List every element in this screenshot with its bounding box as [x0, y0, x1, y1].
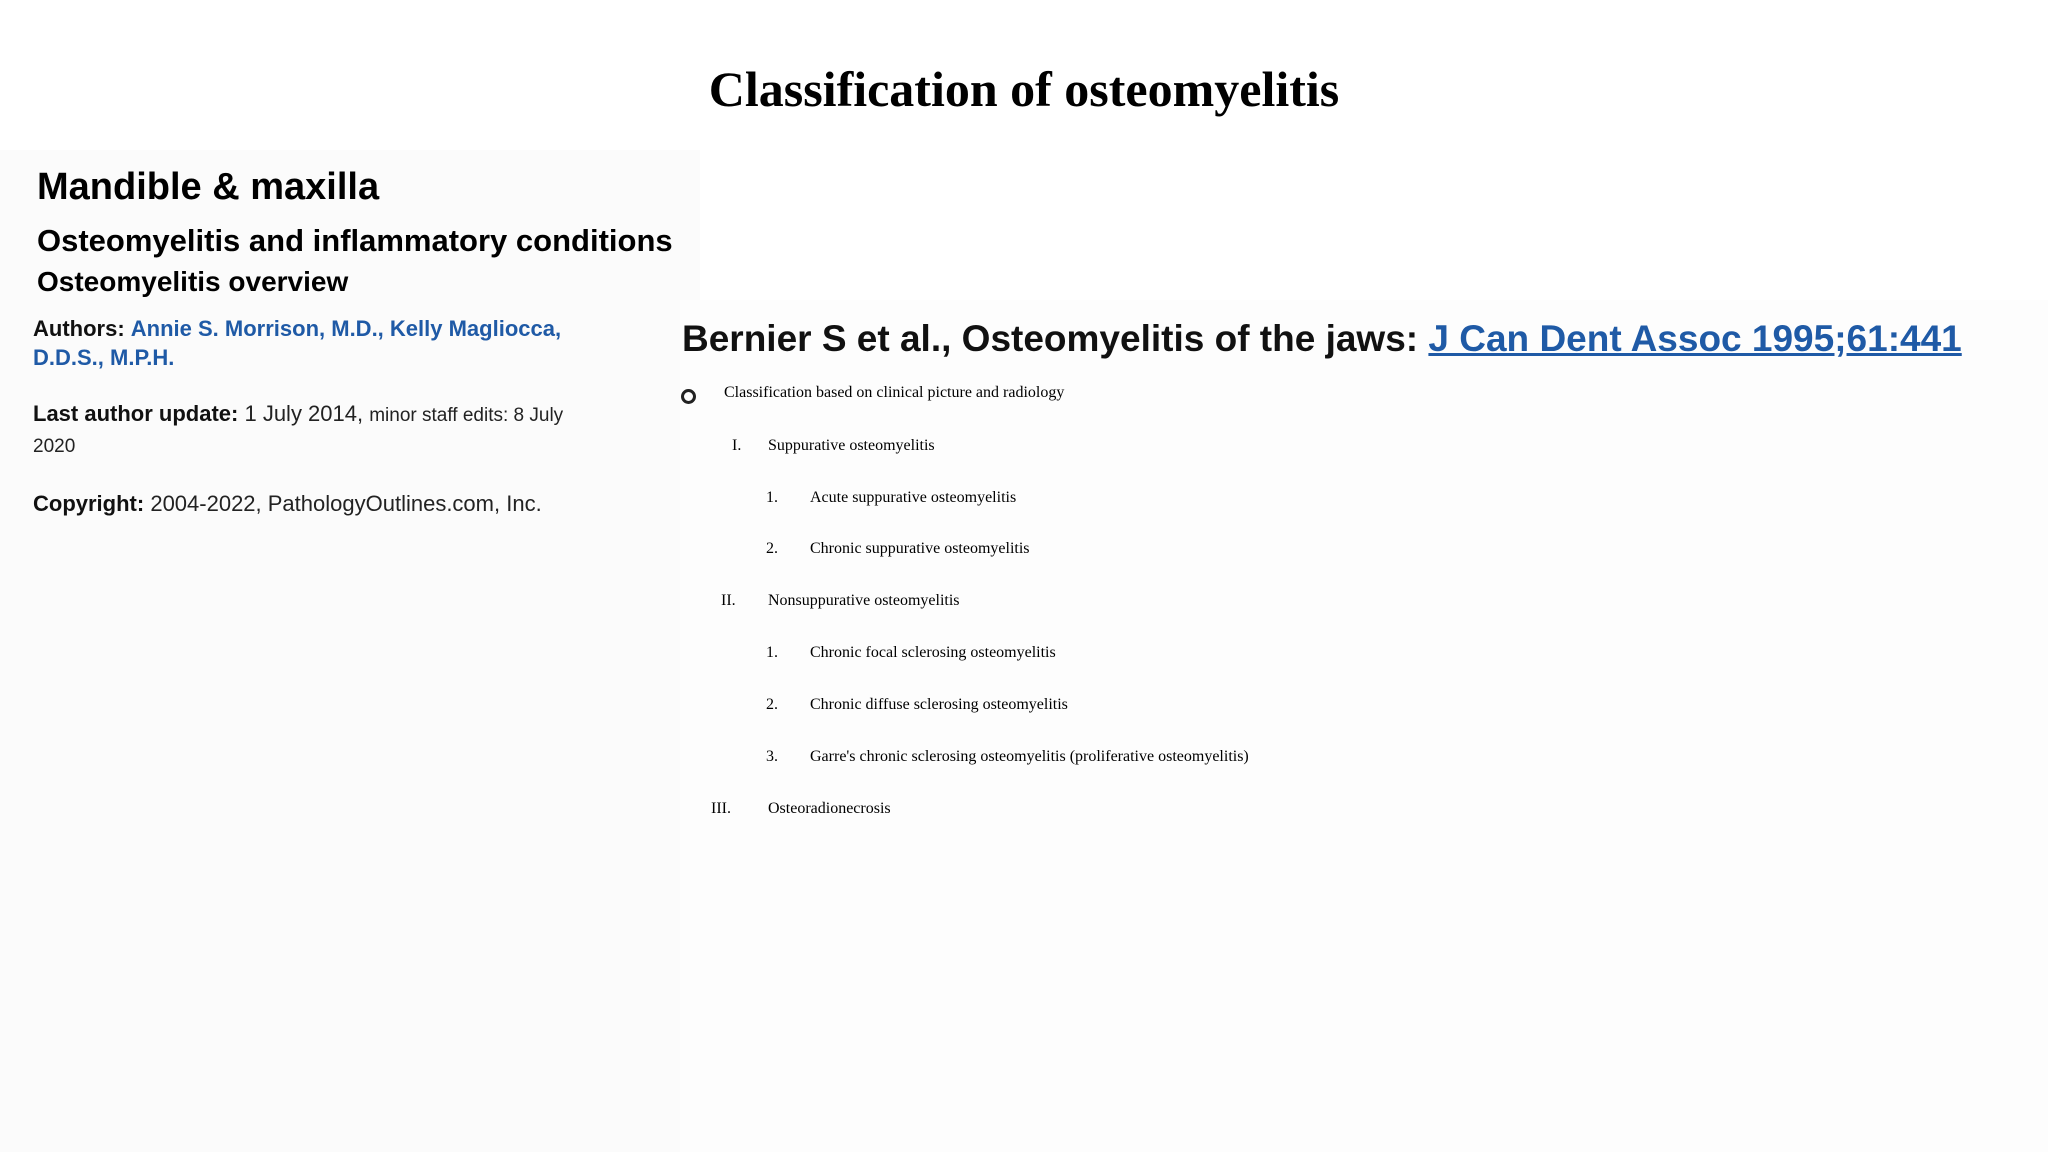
copyright-text: 2004-2022, PathologyOutlines.com, Inc. — [150, 491, 542, 516]
outline-item: Nonsuppurative osteomyelitis — [768, 592, 960, 609]
copyright-label: Copyright: — [33, 491, 145, 516]
outline-marker: I. — [732, 437, 742, 454]
outline-item: Garre's chronic sclerosing osteomyelitis (proliferative osteomyelitis) — [810, 748, 1249, 765]
authors-block — [33, 314, 643, 372]
authors-label: Authors: — [33, 316, 125, 341]
bullet-icon — [681, 389, 696, 404]
copyright-block — [33, 489, 643, 518]
reference-line — [682, 316, 1962, 362]
authors-link[interactable]: Annie S. Morrison, M.D., Kelly Magliocca, — [130, 316, 562, 341]
topic-name: Osteomyelitis overview — [37, 266, 349, 297]
journal-link[interactable]: J Can Dent Assoc 1995;61:441 — [1428, 318, 1962, 359]
outline-marker: 3. — [766, 748, 778, 765]
outline-item: Suppurative osteomyelitis — [768, 437, 935, 454]
outline-item: Acute suppurative osteomyelitis — [810, 489, 1017, 506]
left-screenshot-panel — [0, 150, 700, 1152]
outline-marker: III. — [711, 800, 731, 817]
update-block — [33, 399, 643, 461]
outline-bullet-text: Classification based on clinical picture and radiology — [724, 384, 1065, 401]
outline-marker: 2. — [766, 696, 778, 713]
topic-subtitle: Osteomyelitis and inflammatory conditions — [37, 223, 673, 258]
staff-edits: minor staff edits: 8 July — [369, 405, 564, 426]
authors-link-cont[interactable]: D.D.S., M.P.H. — [33, 345, 175, 370]
update-label: Last author update: — [33, 401, 239, 426]
outline-item: Chronic suppurative osteomyelitis — [810, 540, 1030, 557]
slide-title: Classification of osteomyelitis — [708, 61, 1340, 117]
topic-title: Mandible & maxilla — [37, 166, 380, 208]
outline-marker: 2. — [766, 540, 778, 557]
update-date: 1 July 2014, — [244, 401, 364, 426]
outline-marker: II. — [721, 592, 736, 609]
topic-header — [37, 165, 737, 299]
citation-text: Bernier S et al., Osteomyelitis of the jaws: — [682, 318, 1419, 359]
outline-item: Osteoradionecrosis — [768, 800, 891, 817]
outline-item: Chronic diffuse sclerosing osteomyelitis — [810, 696, 1068, 713]
staff-edits-year: 2020 — [33, 436, 76, 457]
outline-marker: 1. — [766, 489, 778, 506]
outline-marker: 1. — [766, 644, 778, 661]
outline-item: Chronic focal sclerosing osteomyelitis — [810, 644, 1056, 661]
